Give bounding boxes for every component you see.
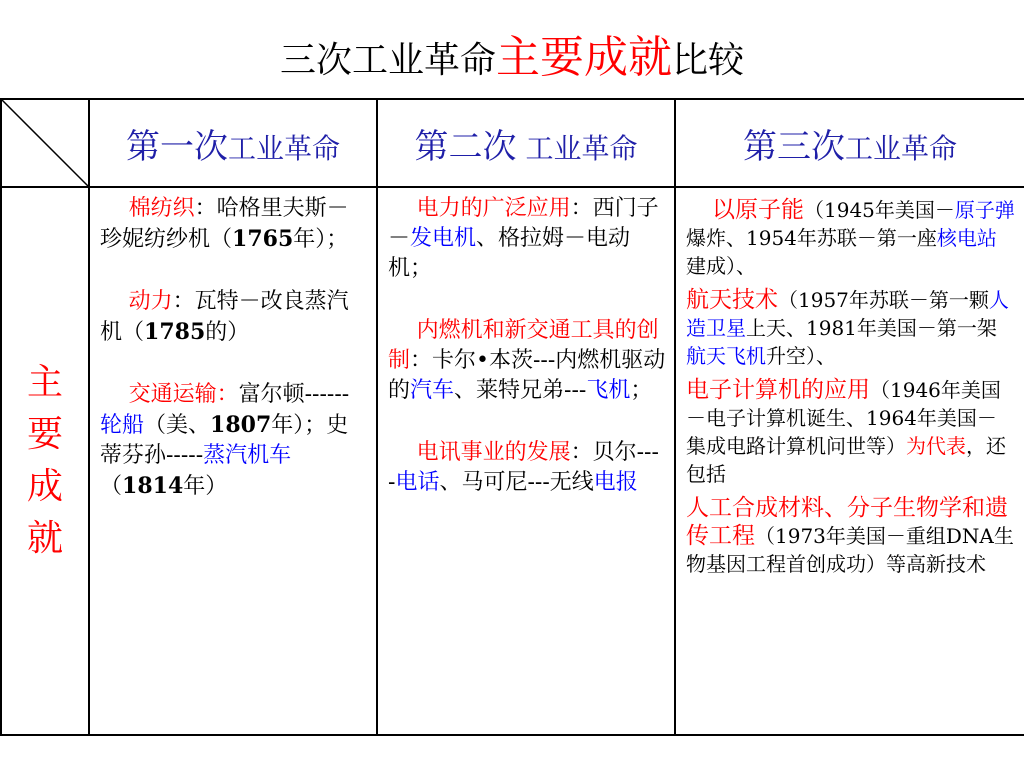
third-achievement-item bbox=[686, 376, 1016, 488]
third-text-run: 爆炸、1954年苏联－第一座 bbox=[686, 226, 937, 250]
first-text-run: ：哈格里夫斯－珍妮纺纱机（ bbox=[100, 196, 349, 252]
third-achievement-list bbox=[686, 196, 1016, 578]
third-text-run: 人造卫星 bbox=[686, 288, 1009, 340]
first-text-run: （ bbox=[100, 474, 123, 499]
header-second-ordinal: 第二次 bbox=[414, 126, 517, 167]
header-third-label: 工业革命 bbox=[844, 131, 957, 165]
second-revolution-achievements bbox=[377, 187, 675, 735]
second-text-run: 电话 bbox=[395, 470, 440, 495]
row-label-char: 成 bbox=[26, 466, 63, 507]
third-text-run: 电子计算机的应用 bbox=[686, 377, 870, 403]
corner-cell bbox=[1, 99, 89, 187]
third-text-run: 核电站 bbox=[936, 226, 997, 250]
third-text-run: 人工合成材料、分子生物学和遗传工程 bbox=[686, 495, 1008, 549]
comparison-table bbox=[0, 98, 1024, 736]
second-achievement-item bbox=[388, 194, 666, 284]
row-label-char: 就 bbox=[26, 518, 63, 559]
title-highlight: 主要成就 bbox=[496, 32, 672, 83]
third-achievement-item bbox=[686, 286, 1016, 370]
diagonal-line bbox=[2, 100, 88, 186]
first-text-run: 富尔顿------ bbox=[238, 382, 350, 407]
first-achievement-list bbox=[100, 194, 368, 502]
first-text-run: 动力 bbox=[128, 289, 173, 314]
first-revolution-achievements bbox=[89, 187, 377, 735]
third-text-run: 建成）、 bbox=[686, 254, 756, 278]
title-part2: 比较 bbox=[672, 40, 745, 81]
header-first-ordinal: 第一次 bbox=[125, 126, 228, 167]
third-achievement-item bbox=[686, 196, 1016, 280]
first-achievement-item bbox=[100, 380, 368, 502]
second-text-run: 内燃机和新交通工具的创制 bbox=[388, 318, 659, 373]
first-text-run: 1807 bbox=[210, 412, 272, 438]
first-text-run: 棉纺织 bbox=[128, 196, 195, 221]
row-label-char: 要 bbox=[26, 414, 63, 455]
third-text-run: 航天飞机 bbox=[686, 344, 766, 368]
row-label-main-achievements bbox=[1, 187, 89, 735]
header-second-revolution bbox=[377, 99, 675, 187]
page-title bbox=[0, 30, 1024, 89]
header-first-label: 工业革命 bbox=[227, 131, 340, 165]
third-text-run: 为代表 bbox=[906, 434, 966, 458]
third-text-run: 航天技术 bbox=[686, 287, 778, 313]
first-text-run: 蒸汽机车 bbox=[203, 443, 292, 468]
first-text-run: ：瓦特－改良蒸汽机（ bbox=[100, 289, 349, 345]
second-text-run: 电报 bbox=[593, 470, 638, 495]
second-text-run: 汽车 bbox=[410, 378, 455, 403]
third-revolution-achievements bbox=[675, 187, 1024, 735]
second-text-run: 、莱特兄弟--- bbox=[454, 378, 587, 403]
second-text-run: 电力的广泛应用 bbox=[416, 196, 571, 221]
first-text-run: 年）； bbox=[293, 227, 349, 252]
third-text-run: （1946年美国－电子计算机诞生、1964年美国－集成电路计算机问世等） bbox=[686, 378, 1001, 458]
second-text-run: ； bbox=[630, 378, 653, 403]
first-text-run: （美、 bbox=[144, 413, 211, 438]
header-first-revolution bbox=[89, 99, 377, 187]
first-text-run: 的） bbox=[205, 320, 250, 345]
third-text-run: （1957年苏联－第一颗 bbox=[778, 288, 989, 312]
second-text-run: ：贝尔---- bbox=[388, 440, 659, 495]
first-text-run: 轮船 bbox=[100, 413, 145, 438]
first-text-run: 1814 bbox=[122, 473, 184, 499]
title-part1: 三次工业革命 bbox=[279, 40, 496, 81]
second-achievement-item bbox=[388, 316, 666, 406]
first-text-run: 交通运输： bbox=[128, 382, 239, 407]
third-text-run: （1973年美国－重组DNA生物基因工程首创成功）等高新技术 bbox=[686, 524, 1014, 576]
row-label-char: 主 bbox=[26, 362, 63, 403]
first-text-run: 年） bbox=[183, 474, 228, 499]
third-text-run: 升空）、 bbox=[766, 344, 836, 368]
second-text-run: 飞机 bbox=[586, 378, 631, 403]
third-text-run: 原子弹 bbox=[954, 198, 1015, 222]
first-text-run: 年）；史蒂芬孙----- bbox=[100, 413, 349, 468]
header-third-ordinal: 第三次 bbox=[742, 126, 845, 167]
second-achievement-item bbox=[388, 438, 666, 498]
third-text-run: （1945年美国－ bbox=[804, 198, 955, 222]
second-text-run: 、格拉姆－电动机； bbox=[388, 226, 631, 281]
header-row bbox=[1, 99, 1024, 187]
third-text-run: ，还包括 bbox=[686, 434, 1006, 486]
second-text-run: 电讯事业的发展 bbox=[416, 440, 571, 465]
second-text-run: 、马可尼---无线 bbox=[439, 470, 594, 495]
second-text-run: ：西门子－ bbox=[388, 196, 659, 251]
achievements-row bbox=[1, 187, 1024, 735]
third-text-run: 上天、1981年美国－第一架 bbox=[746, 316, 997, 340]
first-text-run: 1765 bbox=[232, 226, 294, 252]
second-achievement-list bbox=[388, 194, 666, 498]
first-text-run: 1785 bbox=[144, 319, 206, 345]
header-second-label: 工业革命 bbox=[516, 131, 638, 165]
third-achievement-item bbox=[686, 494, 1016, 578]
header-third-revolution bbox=[675, 99, 1024, 187]
second-text-run: ：卡尔•本茨---内燃机驱动的 bbox=[388, 348, 666, 403]
third-text-run: 以原子能 bbox=[712, 197, 804, 223]
first-achievement-item bbox=[100, 287, 368, 348]
first-achievement-item bbox=[100, 194, 368, 255]
second-text-run: 发电机 bbox=[410, 226, 477, 251]
